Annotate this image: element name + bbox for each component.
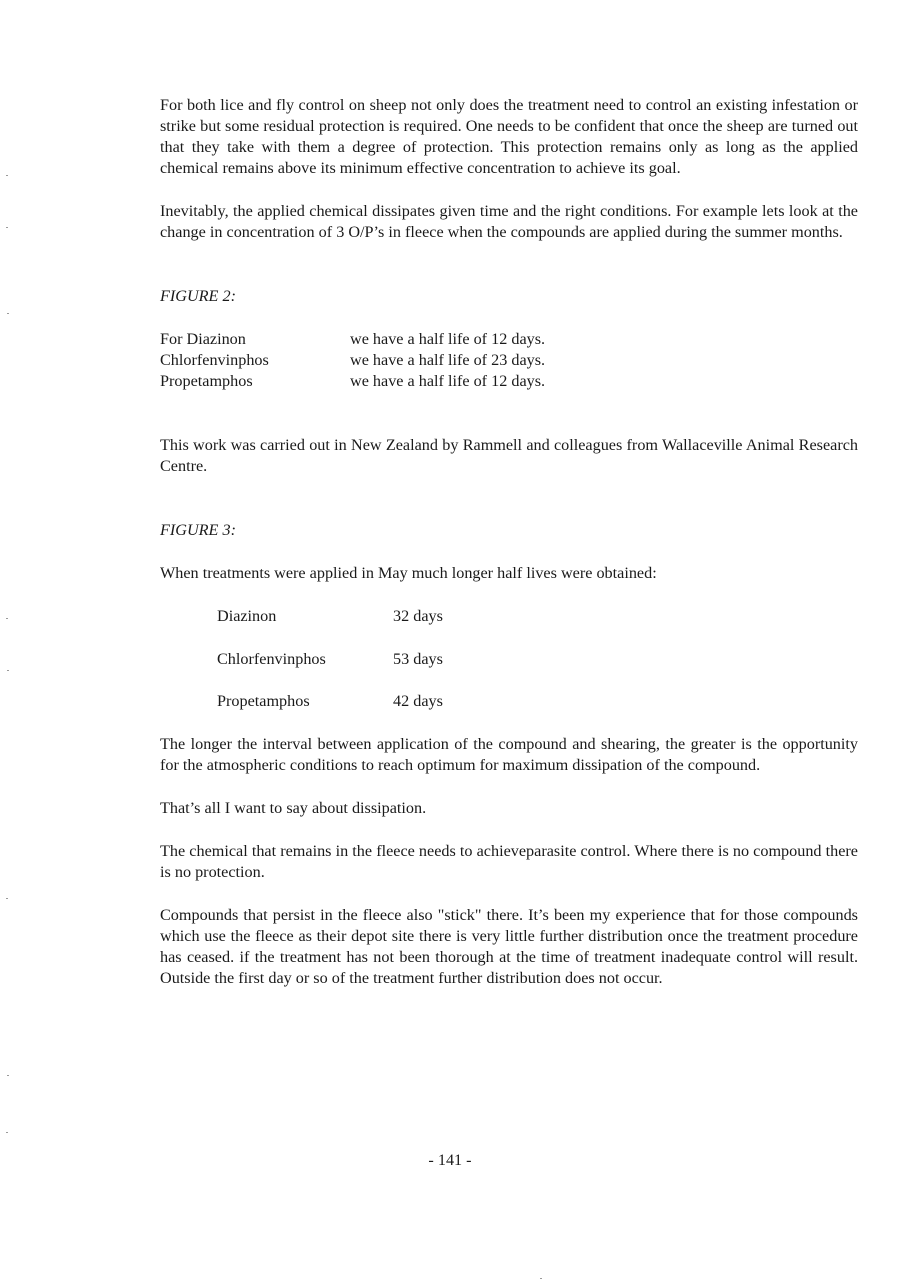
scan-speck [7, 313, 9, 314]
figure-2-half-life: we have a half life of 12 days. [350, 330, 546, 348]
scan-speck [6, 618, 8, 619]
figure-3-compound: Propetamphos [217, 692, 310, 710]
scan-speck [6, 1132, 8, 1133]
paragraph-fleece-persistence: Compounds that persist in the fleece also "stick" there. It’s been my experience that for those compounds which use the fleece as their depot site there is very little further distribution once the treatment procedure has ceased. if the treatment has not been thorough at the time of treatment inadequate control will result. Outside the first day or so of the treatment further distribution does not occur. [160, 906, 858, 987]
figure-3-days: 42 days [393, 692, 443, 710]
figure-3-compound: Diazinon [217, 607, 277, 625]
paragraph-dissipation-closing: That’s all I want to say about dissipation. [160, 799, 427, 817]
figure-3-table [217, 606, 858, 712]
figure-2-compound: Chlorfenvinphos [160, 351, 269, 369]
figure-2-half-life: we have a half life of 12 days. [350, 372, 546, 390]
scan-speck [6, 175, 8, 176]
figure-3-label: FIGURE 3: [160, 521, 236, 539]
figure-2-compound: Propetamphos [160, 372, 253, 390]
figure-2-table [160, 329, 858, 392]
paragraph-shearing-interval: The longer the interval between application of the compound and shearing, the greater is the opportunity for the atmospheric conditions to reach optimum for maximum dissipation of the compound. [160, 735, 858, 774]
scan-speck [7, 1075, 9, 1076]
figure-3-days: 32 days [393, 607, 443, 625]
figure-2-compound: For Diazinon [160, 330, 246, 348]
scan-speck [540, 1278, 542, 1279]
figure-2-label: FIGURE 2: [160, 287, 236, 305]
scan-speck [6, 898, 8, 899]
figure-3-days: 53 days [393, 649, 443, 668]
page-number: - 141 - [428, 1151, 472, 1169]
paragraph-residual-protection: For both lice and fly control on sheep not only does the treatment need to control an existing infestation or strike but some residual protection is required. One needs to be confident that once the sheep are turned out that they take with them a degree of protection. This protection remains only as long as the applied chemical remains above its minimum effective concentration to achieve its goal. [160, 96, 858, 177]
scan-speck [7, 670, 9, 671]
paragraph-dissipation: Inevitably, the applied chemical dissipates given time and the right conditions. For example lets look at the change in concentration of 3 O/P’s in fleece when the compounds are applied during the summer months. [160, 202, 858, 241]
paragraph-parasite-control: The chemical that remains in the fleece needs to achieveparasite control. Where there is no compound there is no protection. [160, 842, 858, 881]
scan-speck [6, 227, 8, 228]
page-body [160, 95, 858, 989]
paragraph-new-zealand-study: This work was carried out in New Zealand by Rammell and colleagues from Wallaceville Animal Research Centre. [160, 436, 858, 475]
paragraph-may-treatments: When treatments were applied in May much longer half lives were obtained: [160, 564, 657, 582]
figure-3-compound: Chlorfenvinphos [217, 649, 326, 668]
figure-2-half-life: we have a half life of 23 days. [350, 351, 546, 369]
